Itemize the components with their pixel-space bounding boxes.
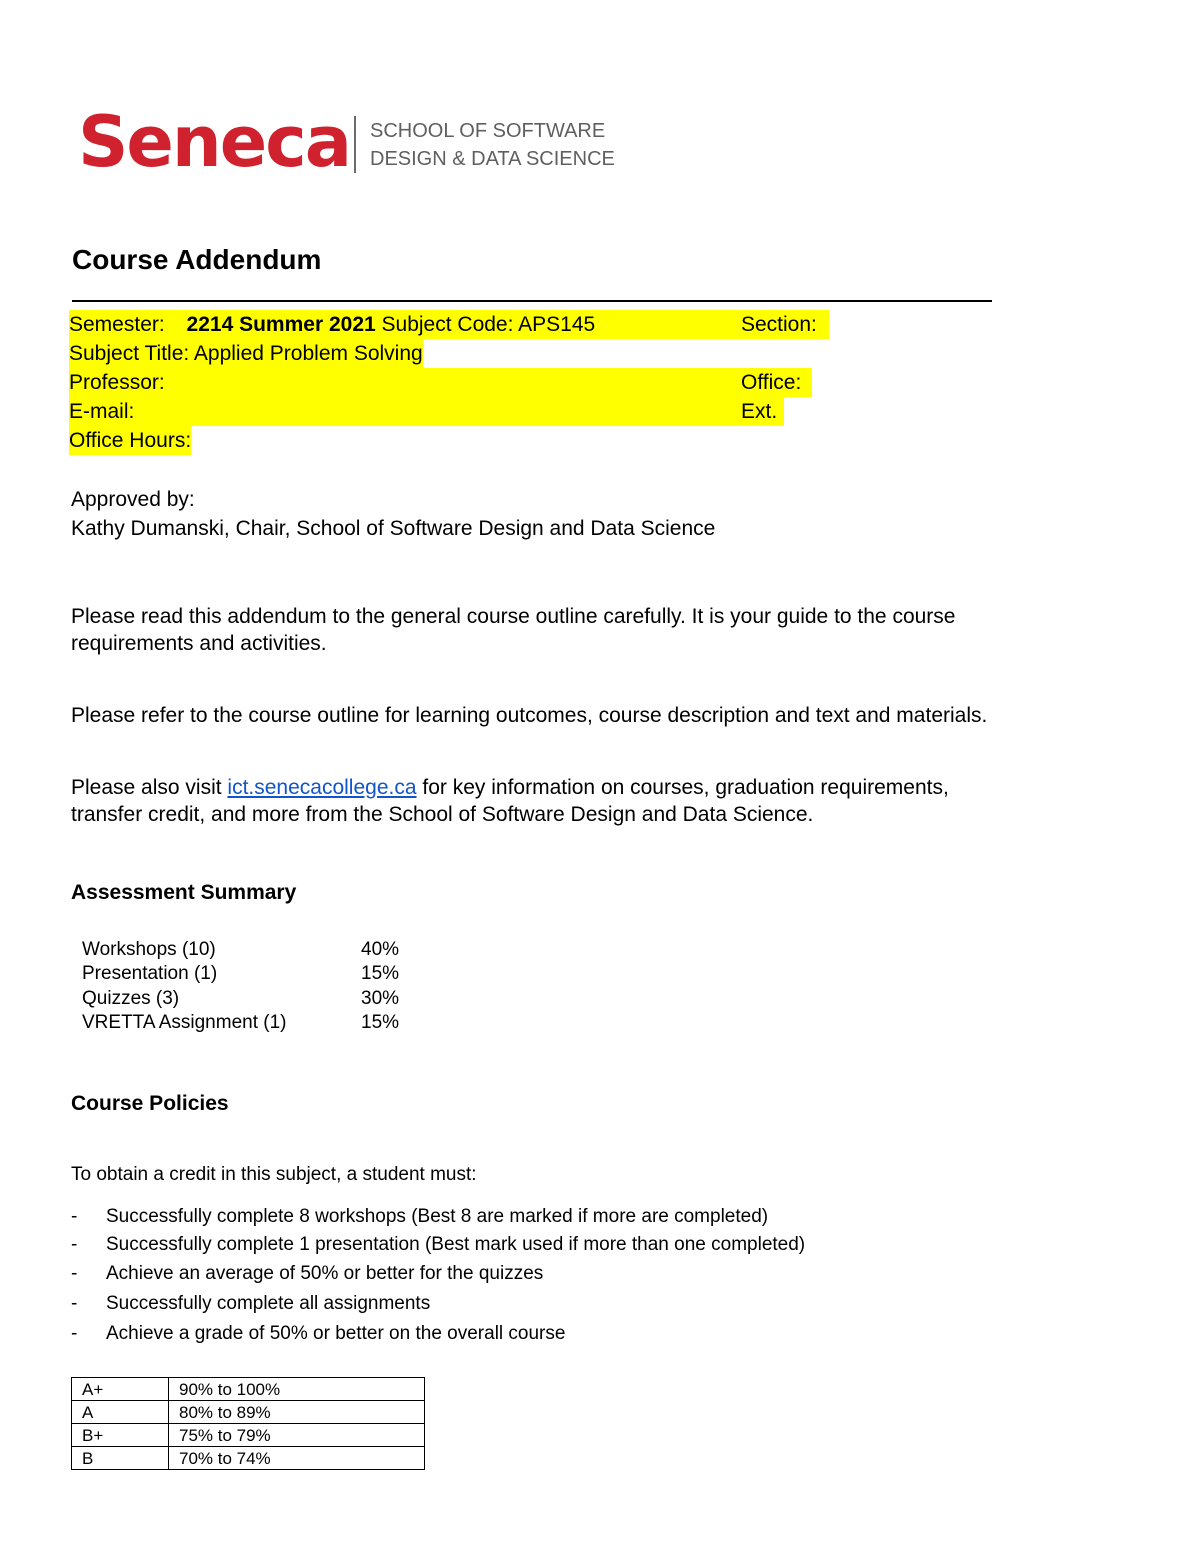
office-label: Office: bbox=[741, 371, 802, 394]
grade-scale-table bbox=[71, 1377, 425, 1470]
subject-title: Subject Title: Applied Problem Solving bbox=[69, 339, 423, 368]
assessment-weight: 15% bbox=[361, 1012, 400, 1033]
office-hours-label: Office Hours: bbox=[69, 426, 191, 455]
visit-suffix: for key information on courses, graduation requirements, bbox=[416, 776, 949, 799]
grade-cell: A+ bbox=[72, 1378, 169, 1401]
logo-school-line-1: SCHOOL OF SOFTWARE bbox=[370, 120, 606, 142]
table-row bbox=[72, 1401, 425, 1424]
assessment-weight: 30% bbox=[361, 988, 400, 1009]
policy-bullet: Achieve an average of 50% or better for the quizzes bbox=[106, 1263, 544, 1284]
visit-paragraph-line-1 bbox=[71, 774, 949, 801]
grade-cell: B bbox=[72, 1447, 169, 1470]
course-policies-heading: Course Policies bbox=[71, 1092, 229, 1115]
policy-bullet: Achieve a grade of 50% or better on the overall course bbox=[106, 1323, 566, 1344]
section-label: Section: bbox=[741, 313, 817, 336]
range-cell: 80% to 89% bbox=[169, 1401, 425, 1424]
subject-code: Subject Code: APS145 bbox=[381, 313, 596, 336]
visit-paragraph-line-2: transfer credit, and more from the School of Software Design and Data Science. bbox=[71, 803, 814, 826]
assessment-name: Workshops (10) bbox=[82, 939, 216, 960]
policy-bullet: Successfully complete all assignments bbox=[106, 1293, 431, 1314]
info-row-semester bbox=[69, 310, 829, 339]
assessment-name: Quizzes (3) bbox=[82, 988, 180, 1009]
info-row-email bbox=[69, 397, 784, 426]
page-title: Course Addendum bbox=[72, 244, 322, 275]
visit-prefix: Please also visit bbox=[71, 776, 228, 799]
grade-cell: A bbox=[72, 1401, 169, 1424]
bullet-dash: - bbox=[71, 1323, 78, 1344]
assessment-name: VRETTA Assignment (1) bbox=[82, 1012, 287, 1033]
grade-cell: B+ bbox=[72, 1424, 169, 1447]
bullet-dash: - bbox=[71, 1206, 78, 1227]
logo-school-line-2: DESIGN & DATA SCIENCE bbox=[370, 148, 615, 170]
table-row bbox=[72, 1378, 425, 1401]
assessment-name: Presentation (1) bbox=[82, 963, 218, 984]
assessment-weight: 40% bbox=[361, 939, 400, 960]
policy-bullet: Successfully complete 1 presentation (Best mark used if more than one completed) bbox=[106, 1234, 806, 1255]
semester-value: 2214 Summer 2021 bbox=[186, 313, 376, 336]
seneca-logo-wordmark: Seneca bbox=[78, 101, 350, 183]
refer-paragraph: Please refer to the course outline for learning outcomes, course description and text and materials. bbox=[71, 704, 988, 727]
email-label: E-mail: bbox=[69, 400, 135, 423]
professor-label: Professor: bbox=[69, 371, 165, 394]
range-cell: 90% to 100% bbox=[169, 1378, 425, 1401]
title-rule bbox=[72, 300, 992, 302]
range-cell: 75% to 79% bbox=[169, 1424, 425, 1447]
ext-label: Ext. bbox=[741, 400, 778, 423]
logo-divider bbox=[354, 116, 356, 173]
assessment-summary-heading: Assessment Summary bbox=[71, 881, 297, 904]
ict-website-link[interactable]: ict.senecacollege.ca bbox=[227, 776, 417, 799]
assessment-weight: 15% bbox=[361, 963, 400, 984]
bullet-dash: - bbox=[71, 1263, 78, 1284]
approved-by-label: Approved by: bbox=[71, 488, 195, 511]
table-row bbox=[72, 1447, 425, 1470]
info-row-professor bbox=[69, 368, 812, 397]
range-cell: 70% to 74% bbox=[169, 1447, 425, 1470]
read-paragraph-line-2: requirements and activities. bbox=[71, 632, 327, 655]
table-row bbox=[72, 1424, 425, 1447]
read-paragraph-line-1: Please read this addendum to the general course outline carefully. It is your guide to the course bbox=[71, 605, 956, 628]
policy-bullet: Successfully complete 8 workshops (Best 8 are marked if more are completed) bbox=[106, 1206, 769, 1227]
approver-name: Kathy Dumanski, Chair, School of Software Design and Data Science bbox=[71, 517, 716, 540]
bullet-dash: - bbox=[71, 1234, 78, 1255]
semester-label: Semester: bbox=[69, 313, 165, 336]
bullet-dash: - bbox=[71, 1293, 78, 1314]
policies-intro: To obtain a credit in this subject, a student must: bbox=[71, 1164, 477, 1185]
